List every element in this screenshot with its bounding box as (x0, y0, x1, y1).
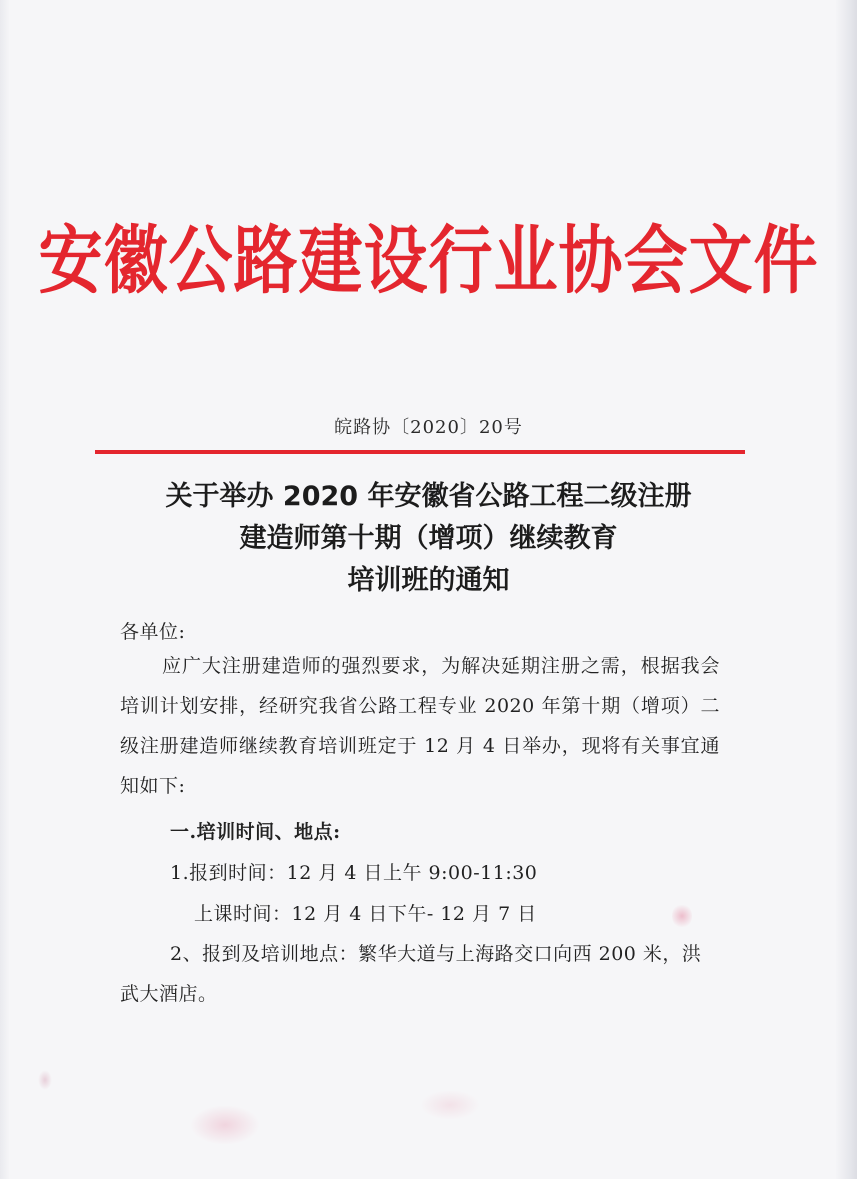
scan-edge-right (835, 0, 857, 1179)
item-registration-time: 1.报到时间：12 月 4 日上午 9:00-11:30 (170, 862, 538, 884)
scan-edge-left (0, 0, 10, 1179)
org-file-header: 安徽公路建设行业协会文件 (38, 219, 819, 305)
ink-stain (190, 1105, 260, 1145)
red-divider (95, 450, 745, 454)
salutation: 各单位: (120, 621, 186, 643)
title-line-3: 培训班的通知 (347, 565, 510, 596)
notice-title (60, 476, 797, 602)
section-heading-time-place: 一.培训时间、地点: (170, 821, 341, 843)
title-line-2: 建造师第十期（增项）继续教育 (239, 523, 618, 554)
ink-stain (420, 1090, 480, 1120)
item-class-time: 上课时间：12 月 4 日下午- 12 月 7 日 (194, 903, 537, 925)
document-number: 皖路协〔2020〕20号 (334, 417, 523, 438)
title-line-1: 关于举办 2020 年安徽省公路工程二级注册 (165, 481, 692, 512)
item-location: 2、报到及培训地点：繁华大道与上海路交口向西 200 米，洪武大酒店。 (120, 943, 702, 1005)
ink-stain (38, 1070, 52, 1090)
paragraph-intro: 应广大注册建造师的强烈要求，为解决延期注册之需，根据我会培训计划安排，经研究我省公路工程专业 2020 年第十期（增项）二级注册建造师继续教育培训班定于 12 月 4 日举办，现将有关事宜通知如下: (120, 655, 720, 797)
